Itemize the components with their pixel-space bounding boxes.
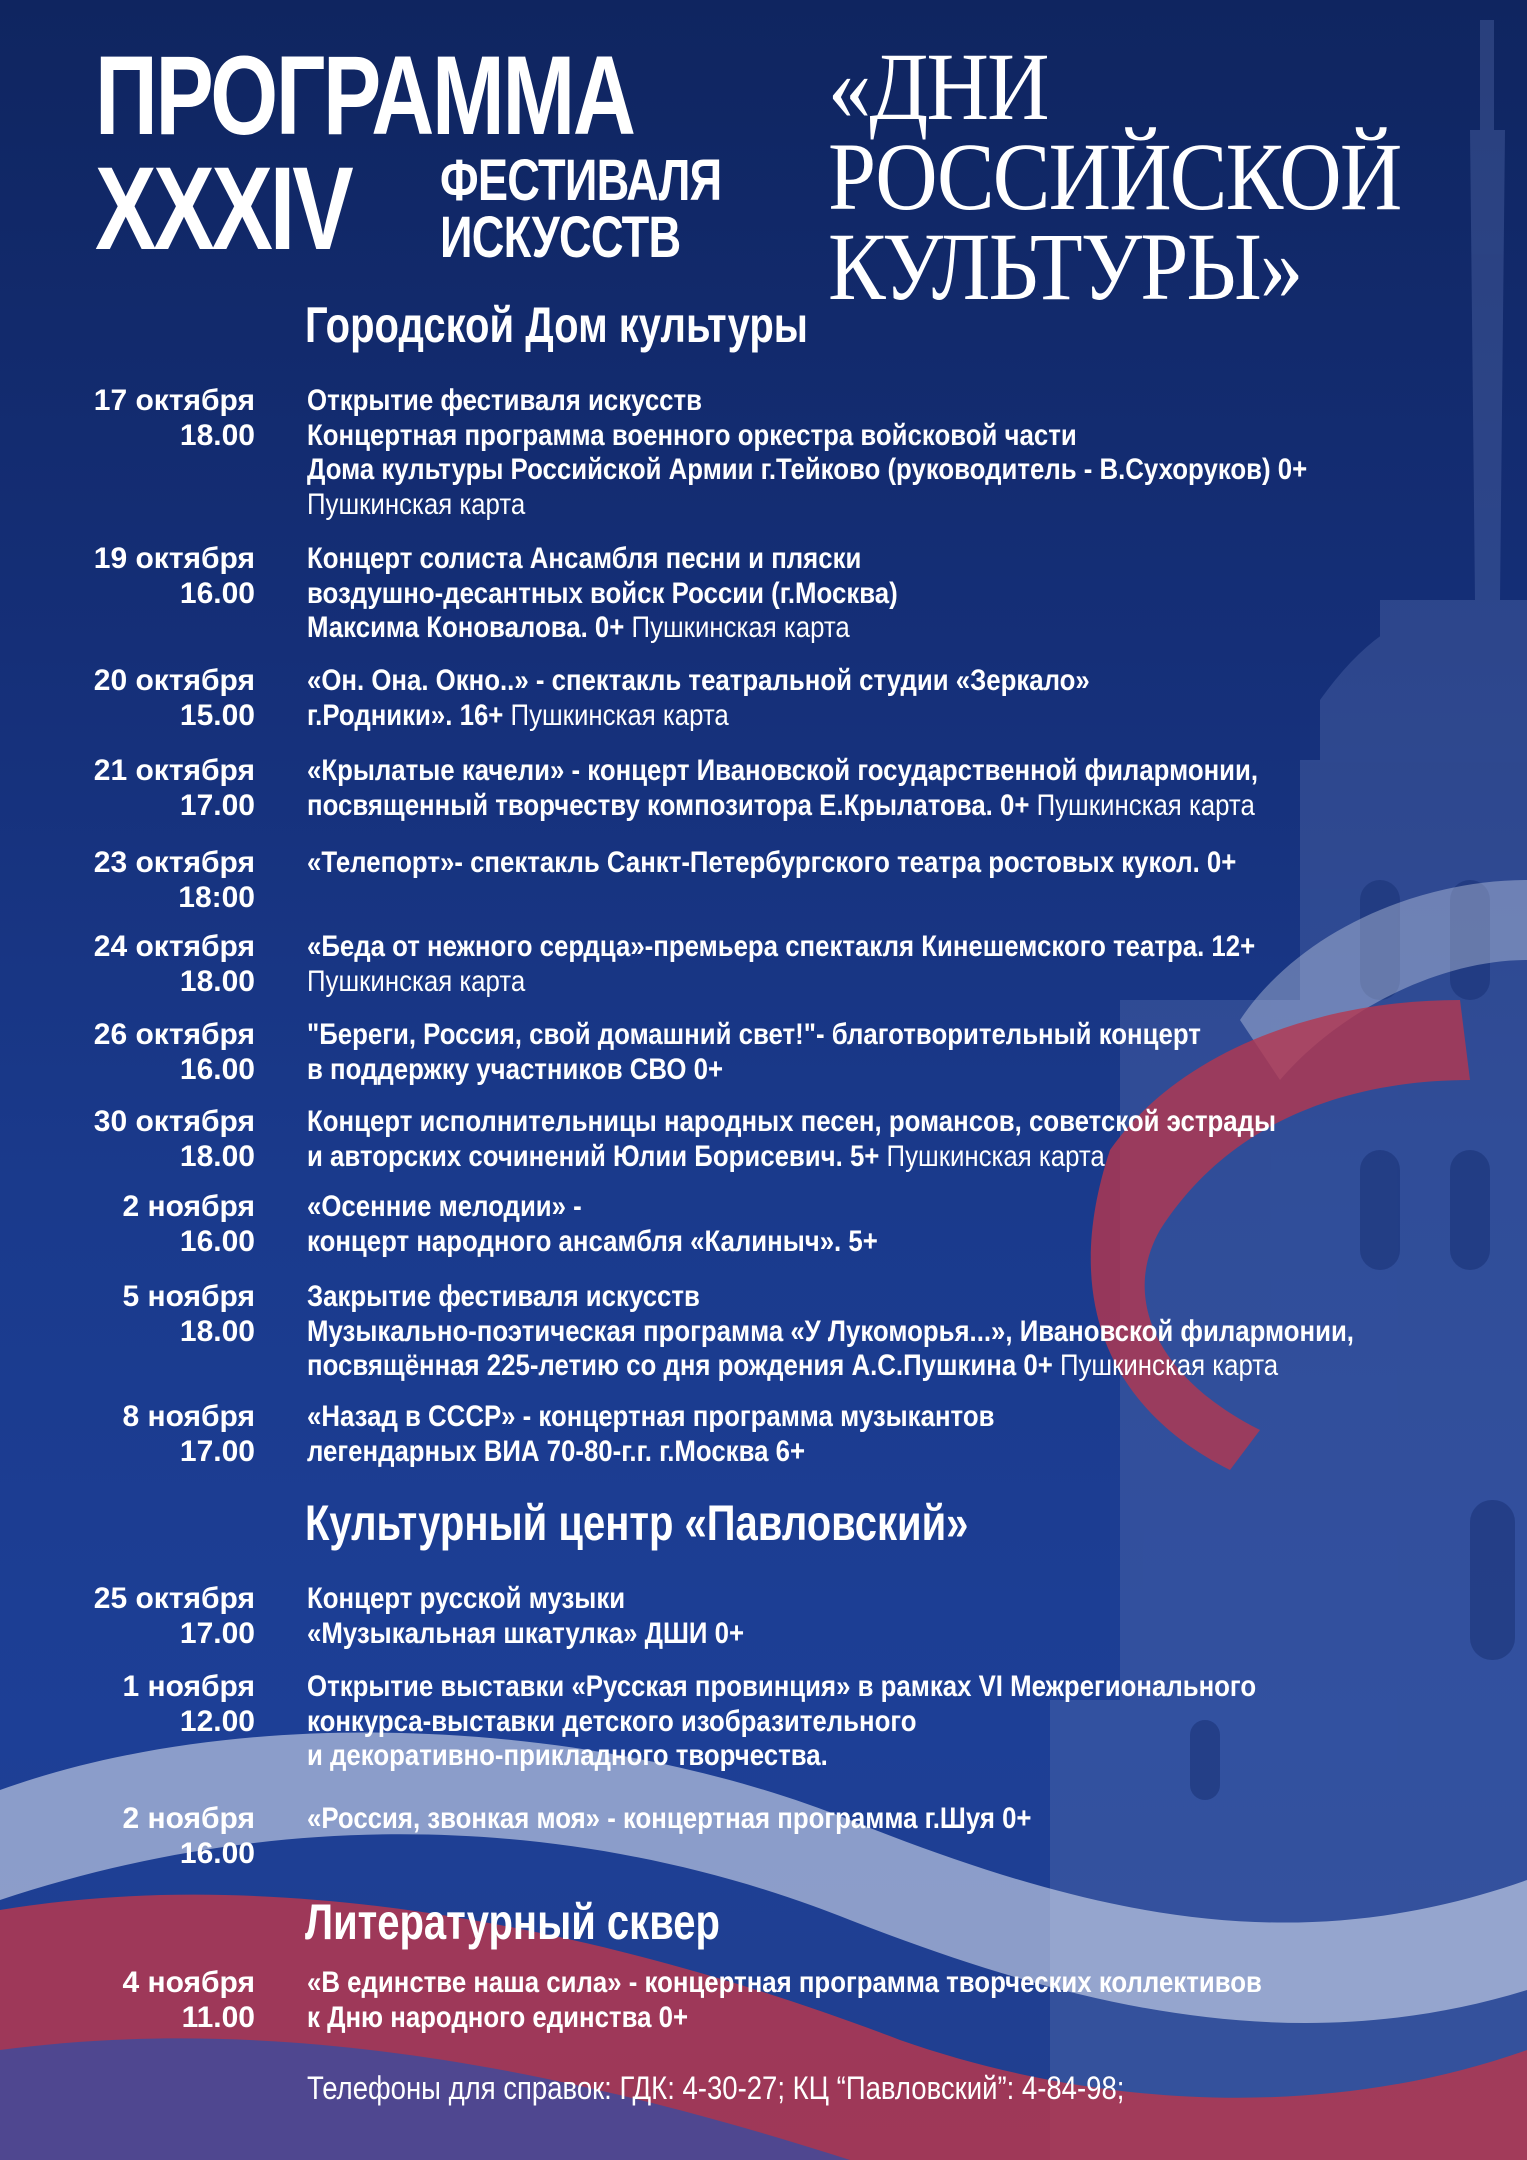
pushkin-card-label: Пушкинская карта xyxy=(1059,1349,1279,1382)
event-line: Концертная программа военного оркестра войсковой части xyxy=(307,418,1077,452)
event-description xyxy=(307,664,1090,733)
event-line: воздушно-десантных войск России (г.Москва) xyxy=(307,576,898,610)
event-datetime xyxy=(94,1582,255,1651)
event-time: 16.00 xyxy=(179,1052,255,1086)
event-datetime xyxy=(94,384,255,453)
venue-heading: Культурный центр «Павловский» xyxy=(305,1495,969,1551)
event-line: «Осенние мелодии» - xyxy=(307,1190,582,1223)
event-time: 18.00 xyxy=(179,964,255,998)
event-line: «Беда от нежного сердца»-премьера спектакля Кинешемского театра. 12+ xyxy=(307,930,1256,963)
event-date: 24 октября xyxy=(93,930,255,963)
event-time: 18.00 xyxy=(179,1314,255,1348)
event-description xyxy=(307,1400,994,1469)
pushkin-card-label: Пушкинская карта xyxy=(1036,788,1255,822)
event-time: 12.00 xyxy=(179,1704,255,1738)
event-line: «В единстве наша сила» - концертная программа творческих коллективов xyxy=(307,1966,1262,1999)
event-line: «Назад в СССР» - концертная программа музыкантов xyxy=(307,1400,995,1433)
event-description xyxy=(307,1966,1262,2035)
event-datetime xyxy=(122,1966,255,2035)
event-line: и авторских сочинений Юлии Борисевич. 5+ xyxy=(307,1139,880,1173)
event-date: 21 октября xyxy=(93,754,255,787)
event-date: 30 октября xyxy=(93,1105,255,1138)
event-datetime xyxy=(122,1190,255,1259)
event-date: 23 октября xyxy=(93,846,255,879)
event-line: «Он. Она. Окно..» - спектакль театральной студии «Зеркало» xyxy=(307,664,1090,697)
event-datetime xyxy=(94,664,255,733)
pushkin-card-label: Пушкинская карта xyxy=(307,964,526,998)
festival-name-line: РОССИЙСКОЙ xyxy=(828,123,1401,230)
event-line: легендарных ВИА 70-80-г.г. г.Москва 6+ xyxy=(307,1434,806,1468)
event-date: 8 ноября xyxy=(122,1400,255,1433)
event-datetime xyxy=(94,1018,255,1087)
event-line: «Россия, звонкая моя» - концертная программа г.Шуя 0+ xyxy=(307,1802,1032,1835)
contact-phones: Телефоны для справок: ГДК: 4-30-27; КЦ “Павловский”: 4-84-98; xyxy=(307,2070,1125,2106)
festival-subtitle-line: ИСКУССТВ xyxy=(440,205,681,270)
event-date: 26 октября xyxy=(93,1018,255,1051)
event-line: «Крылатые качели» - концерт Ивановской государственной филармонии, xyxy=(307,754,1259,787)
event-line: Открытие выставки «Русская провинция» в рамках VI Межрегионального xyxy=(307,1670,1257,1703)
event-description xyxy=(307,754,1258,823)
event-line: "Береги, Россия, свой домашний свет!"- благотворительный концерт xyxy=(307,1018,1201,1051)
event-time: 17.00 xyxy=(179,1434,255,1468)
event-datetime xyxy=(94,754,255,823)
event-date: 19 октября xyxy=(93,542,255,575)
event-line: «Музыкальная шкатулка» ДШИ 0+ xyxy=(307,1616,745,1650)
program-title: ПРОГРАММА xyxy=(95,33,634,158)
event-time: 15.00 xyxy=(179,698,255,732)
event-line: концерт народного ансамбля «Калиныч». 5+ xyxy=(307,1224,878,1258)
event-line: Музыкально-поэтическая программа «У Лукоморья...», Ивановской филармонии, xyxy=(307,1314,1354,1348)
event-date: 25 октября xyxy=(93,1582,255,1615)
event-description xyxy=(307,542,898,646)
event-time: 18.00 xyxy=(179,1139,255,1173)
pushkin-card-label: Пушкинская карта xyxy=(886,1139,1105,1173)
event-time: 17.00 xyxy=(179,1616,255,1650)
event-datetime xyxy=(122,1400,255,1469)
event-time: 18:00 xyxy=(178,880,255,914)
event-description xyxy=(307,1190,878,1259)
event-datetime xyxy=(94,542,255,611)
event-line: Закрытие фестиваля искусств xyxy=(307,1280,700,1313)
event-time: 16.00 xyxy=(179,1836,255,1870)
event-time: 16.00 xyxy=(179,576,255,610)
event-line: посвященный творчеству композитора Е.Крылатова. 0+ xyxy=(307,788,1030,822)
event-line: Максима Коновалова. 0+ xyxy=(307,611,625,644)
event-line: Дома культуры Российской Армии г.Тейково (руководитель - В.Сухоруков) 0+ xyxy=(307,453,1308,486)
event-date: 1 ноября xyxy=(122,1670,255,1703)
event-datetime xyxy=(122,1280,255,1349)
festival-number: XXXIV xyxy=(95,143,351,275)
event-description xyxy=(307,1280,1354,1384)
event-line: «Телепорт»- спектакль Санкт-Петербургского театра ростовых кукол. 0+ xyxy=(307,846,1237,879)
venue-heading: Литературный сквер xyxy=(305,1894,720,1950)
event-time: 17.00 xyxy=(179,788,255,822)
event-time: 16.00 xyxy=(179,1224,255,1258)
event-description xyxy=(307,1802,1031,1837)
festival-subtitle xyxy=(440,148,722,270)
event-date: 2 ноября xyxy=(122,1802,255,1835)
event-line: к Дню народного единства 0+ xyxy=(307,2000,689,2034)
event-line: Открытие фестиваля искусств xyxy=(307,384,703,417)
event-line: г.Родники». 16+ xyxy=(307,698,504,732)
event-description xyxy=(307,1670,1256,1774)
event-date: 17 октября xyxy=(93,384,255,417)
event-description xyxy=(307,1582,744,1651)
festival-name-line: «ДНИ xyxy=(828,33,1048,140)
event-line: Концерт русской музыки xyxy=(307,1582,626,1615)
festival-name xyxy=(828,33,1401,320)
event-date: 5 ноября xyxy=(122,1280,255,1313)
event-description xyxy=(307,1018,1201,1087)
event-line: конкурса-выставки детского изобразительного xyxy=(307,1704,917,1738)
pushkin-card-label: Пушкинская карта xyxy=(631,611,850,644)
event-datetime xyxy=(122,1670,255,1739)
event-datetime xyxy=(94,930,255,999)
venue-heading: Городской Дом культуры xyxy=(305,297,808,353)
pushkin-card-label: Пушкинская карта xyxy=(510,698,729,732)
event-date: 20 октября xyxy=(93,664,255,697)
festival-name-line: КУЛЬТУРЫ» xyxy=(828,213,1302,320)
pushkin-card-label: Пушкинская карта xyxy=(307,487,526,521)
event-description xyxy=(307,846,1236,881)
event-description xyxy=(307,384,1307,522)
event-line: посвящённая 225-летию со дня рождения А.С.Пушкина 0+ xyxy=(307,1349,1053,1382)
event-line: и декоративно-прикладного творчества. xyxy=(307,1739,828,1772)
event-datetime xyxy=(94,846,255,915)
event-time: 11.00 xyxy=(181,2000,255,2034)
event-datetime xyxy=(122,1802,255,1871)
event-line: Концерт исполнительницы народных песен, романсов, советской эстрады xyxy=(307,1105,1277,1138)
event-time: 18.00 xyxy=(179,418,255,452)
event-line: Концерт солиста Ансамбля песни и пляски xyxy=(307,542,862,575)
event-description xyxy=(307,930,1255,999)
event-line: в поддержку участников СВО 0+ xyxy=(307,1052,724,1086)
event-date: 2 ноября xyxy=(122,1190,255,1223)
event-date: 4 ноября xyxy=(122,1966,255,1999)
festival-subtitle-line: ФЕСТИВАЛЯ xyxy=(440,148,722,213)
event-datetime xyxy=(94,1105,255,1174)
event-description xyxy=(307,1105,1276,1174)
